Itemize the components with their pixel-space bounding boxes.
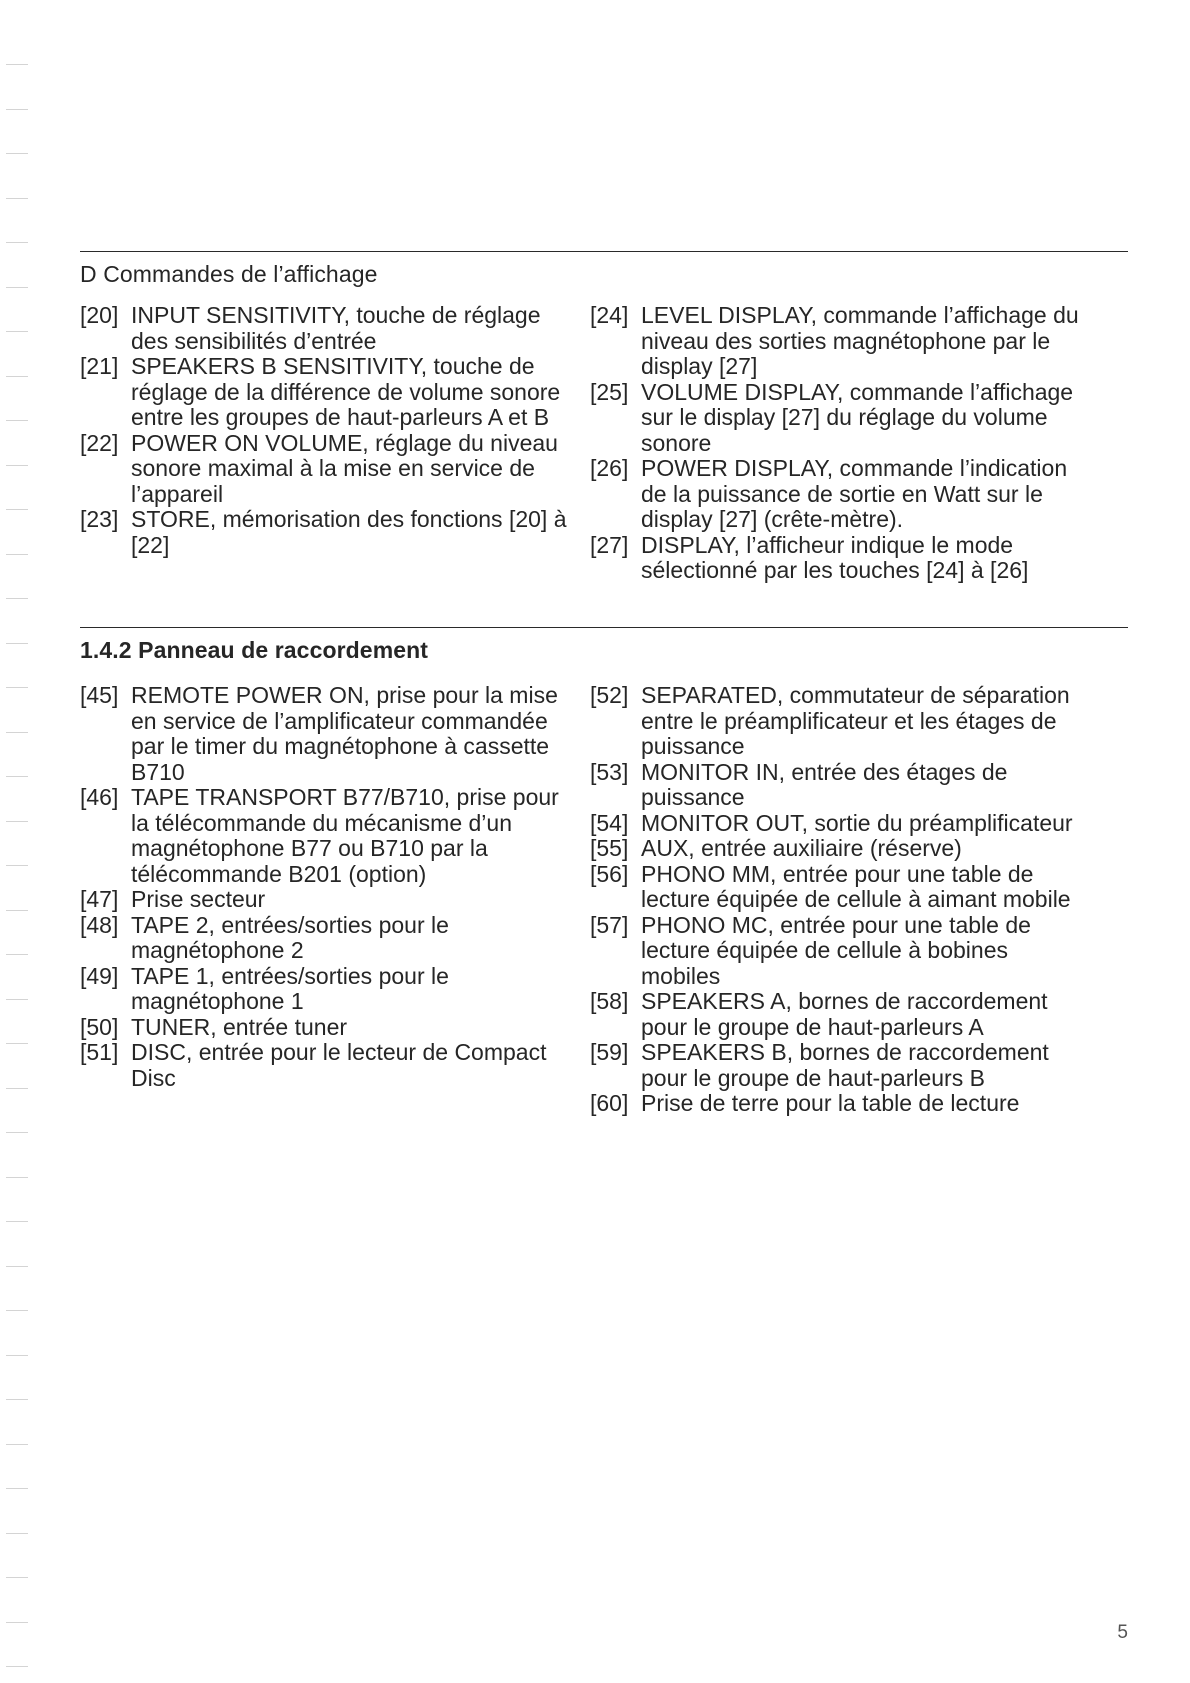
margin-tick bbox=[6, 376, 28, 377]
item-number: [53] bbox=[590, 758, 629, 785]
item-text: DISC, entrée pour le lecteur de Compact Disc bbox=[131, 1039, 547, 1091]
item-text: TAPE 1, entrées/sorties pour le magnétophone 1 bbox=[131, 962, 449, 1014]
item-text: STORE, mémorisation des fonctions [20] à [22] bbox=[131, 506, 567, 558]
margin-tick bbox=[6, 1043, 28, 1044]
margin-tick bbox=[6, 687, 28, 688]
item-text: SPEAKERS B SENSITIVITY, touche de réglage de la différence de volume sonore entre les groupes de haut-parleurs A et B bbox=[131, 353, 561, 430]
list-item bbox=[80, 303, 570, 354]
item-number: [49] bbox=[80, 962, 119, 989]
section-d-left-list bbox=[80, 303, 570, 558]
list-item bbox=[590, 456, 1080, 533]
item-text: TAPE 2, entrées/sorties pour le magnétophone 2 bbox=[131, 911, 449, 963]
item-number: [25] bbox=[590, 378, 629, 405]
margin-tick bbox=[6, 1666, 28, 1667]
margin-tick bbox=[6, 1622, 28, 1623]
item-text: POWER DISPLAY, commande l’indication de la puissance de sortie en Watt sur le display [27] (crête-mètre). bbox=[641, 455, 1068, 532]
item-number: [20] bbox=[80, 302, 119, 328]
margin-tick bbox=[6, 1088, 28, 1089]
list-item bbox=[590, 989, 1080, 1040]
section-panel-title: 1.4.2 Panneau de raccordement bbox=[80, 637, 429, 663]
item-number: [59] bbox=[590, 1039, 629, 1065]
margin-tick bbox=[6, 1310, 28, 1311]
margin-tick bbox=[6, 331, 28, 332]
item-text: PHONO MM, entrée pour une table de lecture équipée de cellule à aimant mobile bbox=[641, 860, 1071, 912]
item-text: REMOTE POWER ON, prise pour la mise en service de l’amplificateur commandée par le timer du magnétophone à cassette B710 bbox=[131, 682, 558, 785]
item-text: SEPARATED, commutateur de séparation entre le préamplificateur et les étages de puissance bbox=[641, 682, 1070, 759]
margin-tick bbox=[6, 287, 28, 288]
list-item bbox=[80, 964, 570, 1015]
list-item bbox=[590, 1040, 1080, 1091]
list-item bbox=[80, 913, 570, 964]
margin-tick bbox=[6, 465, 28, 466]
item-text: MONITOR IN, entrée des étages de puissance bbox=[641, 758, 1008, 810]
item-text: TUNER, entrée tuner bbox=[131, 1013, 348, 1040]
margin-tick-marks bbox=[6, 0, 32, 1683]
item-number: [57] bbox=[590, 911, 629, 938]
list-item bbox=[80, 507, 570, 558]
list-item bbox=[80, 785, 570, 887]
item-text: SPEAKERS B, bornes de raccordement pour le groupe de haut-parleurs B bbox=[641, 1039, 1049, 1091]
margin-tick bbox=[6, 1444, 28, 1445]
list-item bbox=[590, 913, 1080, 990]
margin-tick bbox=[6, 865, 28, 866]
margin-tick bbox=[6, 910, 28, 911]
item-number: [51] bbox=[80, 1039, 119, 1065]
margin-tick bbox=[6, 643, 28, 644]
item-text: LEVEL DISPLAY, commande l’affichage du niveau des sorties magnétophone par le display [27] bbox=[641, 302, 1079, 379]
item-text: POWER ON VOLUME, réglage du niveau sonore maximal à la mise en service de l’appareil bbox=[131, 429, 558, 507]
list-item bbox=[590, 683, 1080, 760]
item-text: PHONO MC, entrée pour une table de lecture équipée de cellule à bobines mobiles bbox=[641, 911, 1031, 989]
item-number: [22] bbox=[80, 429, 119, 456]
list-item bbox=[590, 533, 1080, 584]
list-item bbox=[80, 1040, 570, 1091]
item-text: Prise secteur bbox=[131, 886, 266, 912]
item-number: [52] bbox=[590, 682, 629, 708]
item-text: DISPLAY, l’afficheur indique le mode sélectionné par les touches [24] à [26] bbox=[641, 531, 1029, 583]
middle-divider bbox=[80, 627, 1128, 628]
item-text: AUX, entrée auxiliaire (réserve) bbox=[641, 835, 962, 861]
margin-tick bbox=[6, 64, 28, 65]
section-d-title: D Commandes de l’affichage bbox=[80, 261, 378, 287]
list-item bbox=[590, 303, 1080, 380]
margin-tick bbox=[6, 999, 28, 1000]
item-number: [50] bbox=[80, 1013, 119, 1040]
margin-tick bbox=[6, 109, 28, 110]
item-text: SPEAKERS A, bornes de raccordement pour le groupe de haut-parleurs A bbox=[641, 988, 1048, 1040]
item-number: [54] bbox=[590, 809, 629, 836]
margin-tick bbox=[6, 821, 28, 822]
section-d-right-list bbox=[590, 303, 1080, 584]
item-text: INPUT SENSITIVITY, touche de réglage des sensibilités d’entrée bbox=[131, 302, 541, 354]
list-item bbox=[590, 1091, 1080, 1117]
section-panel-right-list bbox=[590, 683, 1080, 1117]
item-number: [45] bbox=[80, 682, 119, 708]
item-text: VOLUME DISPLAY, commande l’affichage sur le display [27] du réglage du volume sonore bbox=[641, 378, 1074, 456]
top-divider bbox=[80, 251, 1128, 252]
margin-tick bbox=[6, 1132, 28, 1133]
margin-tick bbox=[6, 198, 28, 199]
item-number: [21] bbox=[80, 353, 119, 379]
margin-tick bbox=[6, 1577, 28, 1578]
list-item bbox=[590, 862, 1080, 913]
list-item bbox=[590, 380, 1080, 457]
margin-tick bbox=[6, 1177, 28, 1178]
list-item bbox=[80, 431, 570, 508]
page-number: 5 bbox=[1117, 1622, 1128, 1643]
margin-tick bbox=[6, 1533, 28, 1534]
margin-tick bbox=[6, 420, 28, 421]
item-number: [56] bbox=[590, 860, 629, 887]
item-text: MONITOR OUT, sortie du préamplificateur bbox=[641, 809, 1073, 836]
item-text: Prise de terre pour la table de lecture bbox=[641, 1090, 1020, 1116]
margin-tick bbox=[6, 954, 28, 955]
margin-tick bbox=[6, 554, 28, 555]
item-number: [26] bbox=[590, 455, 629, 481]
section-panel-left-list bbox=[80, 683, 570, 1091]
item-number: [47] bbox=[80, 886, 119, 912]
list-item bbox=[590, 760, 1080, 811]
item-text: TAPE TRANSPORT B77/B710, prise pour la télécommande du mécanisme d’un magnétophone B77 ou B710 par la télécommande B201 (option) bbox=[131, 784, 559, 887]
margin-tick bbox=[6, 1266, 28, 1267]
margin-tick bbox=[6, 1221, 28, 1222]
margin-tick bbox=[6, 1399, 28, 1400]
margin-tick bbox=[6, 1488, 28, 1489]
item-number: [60] bbox=[590, 1090, 629, 1116]
item-number: [27] bbox=[590, 531, 629, 558]
item-number: [48] bbox=[80, 911, 119, 938]
margin-tick bbox=[6, 153, 28, 154]
list-item bbox=[80, 683, 570, 785]
margin-tick bbox=[6, 242, 28, 243]
list-item bbox=[80, 887, 570, 913]
margin-tick bbox=[6, 509, 28, 510]
list-item bbox=[590, 811, 1080, 837]
item-number: [55] bbox=[590, 835, 629, 861]
margin-tick bbox=[6, 776, 28, 777]
list-item bbox=[80, 1015, 570, 1041]
item-number: [46] bbox=[80, 784, 119, 810]
list-item bbox=[590, 836, 1080, 862]
item-number: [58] bbox=[590, 988, 629, 1014]
margin-tick bbox=[6, 1355, 28, 1356]
item-number: [24] bbox=[590, 302, 629, 328]
item-number: [23] bbox=[80, 506, 119, 532]
margin-tick bbox=[6, 598, 28, 599]
list-item bbox=[80, 354, 570, 431]
margin-tick bbox=[6, 732, 28, 733]
